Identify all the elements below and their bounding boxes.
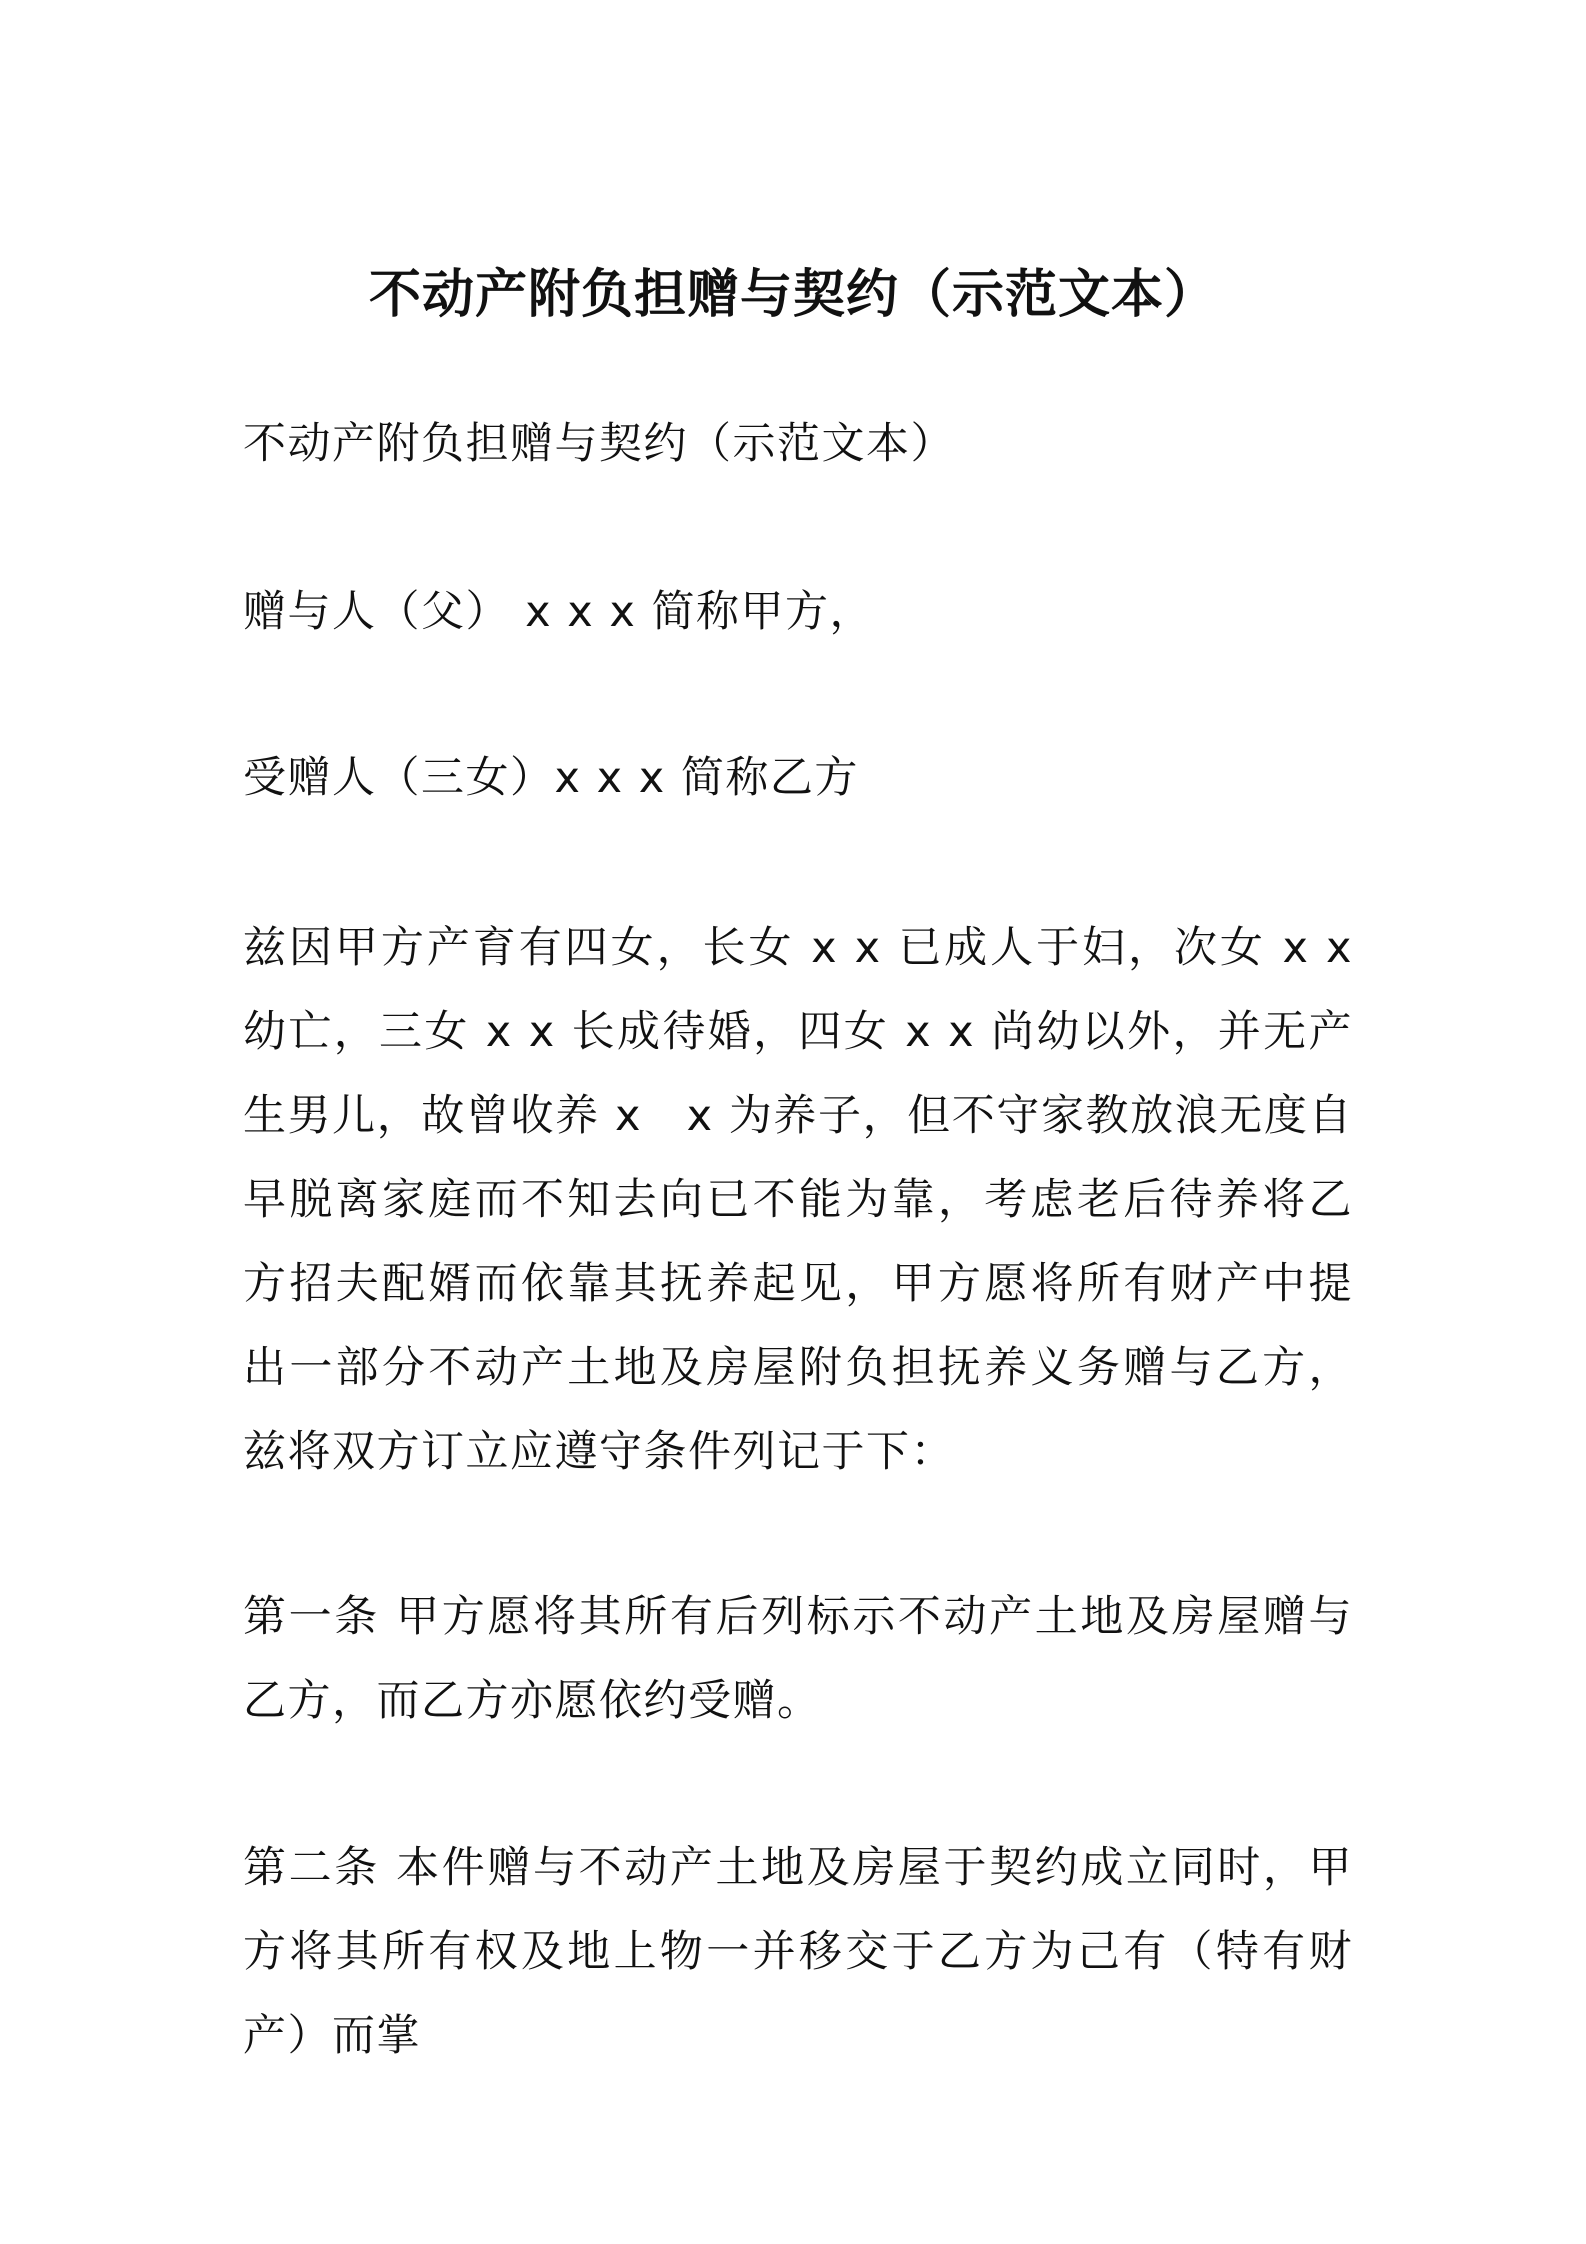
preamble-paragraph: 兹因甲方产育有四女，长女 x x 已成人于妇，次女 x x 幼亡，三女 x x 长成待婚，四女 x x 尚幼以外，并无产生男儿，故曾收养 x x 为养子，但不守家教放浪无度自早脱离家庭而不知去向已不能为靠，考虑老后待养将乙方招夫配婿而依靠其抚养起见，甲方愿将所有财产中提出一部分不动产土地及房屋附负担抚养义务赠与乙方，兹将双方订立应遵守条件列记于下： [243, 923, 1353, 1477]
document-title: 不动产附负担赠与契约（示范文本） [368, 265, 1217, 325]
donee-line: 受赠人（三女）x x x 简称乙方 [243, 753, 859, 803]
article-1-paragraph: 第一条 甲方愿将其所有后列标示不动产土地及房屋赠与乙方，而乙方亦愿依约受赠。 [243, 1592, 1353, 1726]
document-subtitle: 不动产附负担赠与契约（示范文本） [243, 419, 955, 469]
donor-line: 赠与人（父） x x x 简称甲方， [243, 587, 875, 637]
article-2-paragraph: 第二条 本件赠与不动产土地及房屋于契约成立同时，甲方将其所有权及地上物一并移交于乙方为己有（特有财产）而掌 [243, 1843, 1353, 2061]
